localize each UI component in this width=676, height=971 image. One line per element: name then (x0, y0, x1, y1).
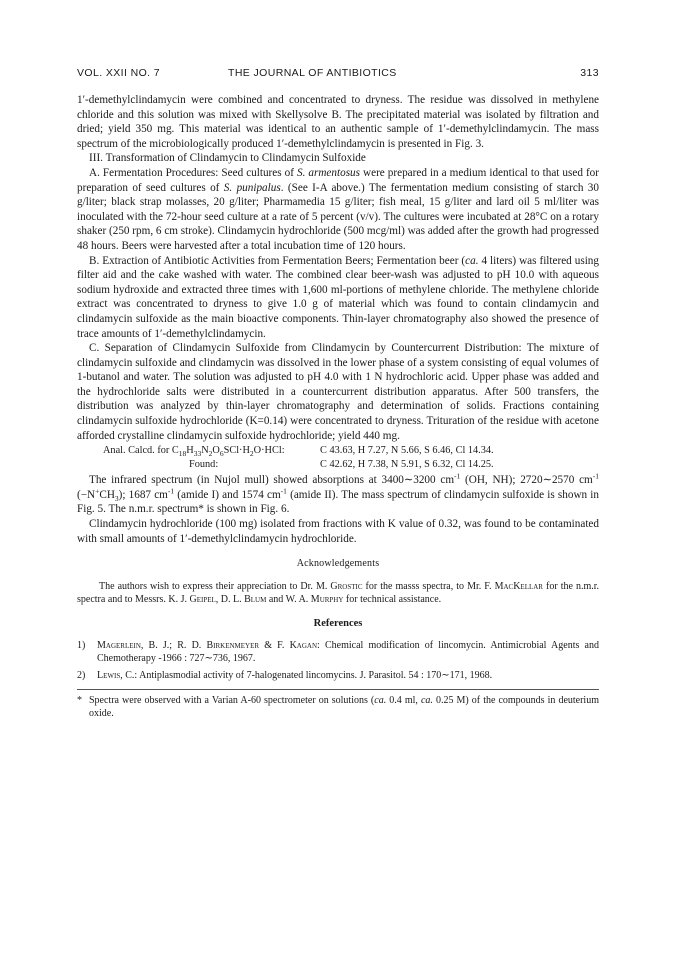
text-run: . (See I-A above.) The fermentation medium consisting of starch 30 g/liter; black strap molasses, 20 g/liter; Pharmamedia 15 g/liter; fish meal, 15 g/liter and lard oil 5 ml/liter was inoculated with the 72-hour seed culture at a rate of 5 percent (v/v). The cultures were incubated at 28°C on a rotary shaker (250 rpm, 6 cm stroke). Clindamycin hydrochloride (500 mcg/ml) was added after the growth had progressed 48 hours. Beers were harvested after a total incubation time of 120 hours. (77, 181, 599, 252)
acknowledgements-text: The authors wish to express their appreciation to Dr. M. Grostic for the masss spectra, to Mr. F. MacKellar for the n.m.r. spectra and to Messrs. K. J. Geipel, D. L. Blum and W. A. Murphy for technical assistance. (77, 580, 600, 606)
paragraph-fermentation (77, 166, 599, 254)
found-label: Found: (189, 458, 219, 470)
paragraph-demethyl: 1′-demethylclindamycin were combined and concentrated to dryness. The residue was dissolved in methylene chloride and this solution was mixed with Skellysolve B. The precipitated material was isolated by filtration and dried; yield 350 mg. This material was identical to an authentic sample of 1′-demethylclindamycin. The mass spectrum of the microbiologically produced 1′-demethylclindamycin is presented in Fig. 3. (77, 94, 599, 150)
reference-item (77, 639, 599, 666)
calcd-values: C 43.63, H 7.27, N 5.66, S 6.46, Cl 14.34. (320, 445, 494, 457)
paragraph-infrared: The infrared spectrum (in Nujol mull) showed absorptions at 3400∼3200 $cm^{-1}$ (OH, NH); 2720∼2570 $cm^{-1}$ $(-N^+CH_3)$; 1687 $cm^{-1}$ (amide I) and 1574 $cm^{-1}$ (amide II). The mass spectrum of clindamycin sulfoxide is shown in Fig. 5. The n.m.r. spectrum* is shown in Fig. 6. (77, 471, 599, 516)
acknowledgements-heading: Acknowledgements (296, 558, 380, 570)
reference-number: 2) (77, 669, 86, 681)
reference-text: Magerlein, B. J.; R. D. Birkenmeyer & F. Kagan: Chemical modification of lincomycin. Antimicrobial Agents and Chemotherapy -1966 : 727∼736, 1967. (97, 640, 599, 665)
section-heading-iii: III. Transformation of Clindamycin to Clindamycin Sulfoxide (89, 152, 366, 165)
organism-name: S. punipalus (223, 181, 281, 194)
reference-number: 1) (77, 640, 86, 651)
running-header (77, 67, 599, 81)
text-run: A. Fermentation Procedures: Seed cultures of (89, 166, 297, 179)
article-body (77, 93, 599, 720)
abbrev-ca: ca. (465, 254, 479, 267)
volume-label: VOL. XXII NO. 7 (77, 67, 161, 79)
footnote-text: Spectra were observed with a Varian A-60 spectrometer on solutions (ca. 0.4 ml, ca. 0.25 M) of the compounds in deuterium oxide. (89, 694, 599, 720)
elemental-analysis (77, 444, 599, 471)
text-run: were prepared in a medium identical to that used for preparation of seed cultures of (77, 166, 600, 194)
paragraph-contamination: Clindamycin hydrochloride (100 mg) isolated from fractions with K value of 0.32, was found to be contaminated with small amounts of 1′-demethylclindamycin hydrochloride. (77, 518, 599, 545)
paragraph-extraction (77, 254, 599, 342)
reference-text: Lewis, C.: Antiplasmodial activity of 7-halogenated lincomycins. J. Parasitol. 54 : 170∼171, 1968. (97, 669, 493, 681)
footnote-mark: * (77, 694, 82, 706)
organism-name: S. armentosus (296, 166, 360, 179)
text-run: B. Extraction of Antibiotic Activities from Fermentation Beers; Fermentation beer ( (89, 254, 466, 267)
reference-item (77, 669, 599, 682)
page-number: 313 (580, 67, 599, 79)
references-heading: References (313, 618, 363, 630)
paragraph-separation: C. Separation of Clindamycin Sulfoxide from Clindamycin by Countercurrent Distribution: The mixture of clindamycin sulfoxide and clindamycin was dissolved in the lower phase of a system consisting of equal volumes of 1-butanol and water. The solution was adjusted to pH 4.0 with 1 N hydrochloric acid. Upper phase was added and the hydrochloride salts were distributed in a countercurrent distribution apparatus. After 500 transfers, the distribution was analyzed by thin-layer chromatography and determination of solids. Fractions containing clindamycin sulfoxide hydrochloride (K=0.14) were concentrated to dryness. Trituration of the residue with acetone afforded crystalline clindamycin sulfoxide hydrochloride; yield 440 mg. (77, 342, 599, 442)
found-values: C 42.62, H 7.38, N 5.91, S 6.32, Cl 14.25. (320, 458, 494, 470)
text-run: 4 liters) was filtered using filter aid and the cake washed with water. The combined clear beer-wash was adjusted to pH 10.0 with aqueous sodium hydroxide and extracted three times with 1,600 ml-portions of methylene chloride. The methylene chloride extract was concentrated to dryness to give 1.0 g of material which was found to contain clindamycin and clindamycin sulfoxide as the main bioactive components. Thin-layer chromatography also showed the presence of trace amounts of 1′-demethylclindamycin. (77, 254, 599, 340)
footnote (77, 694, 599, 721)
footnote-divider (77, 689, 599, 690)
journal-title: THE JOURNAL OF ANTIBIOTICS (228, 67, 397, 79)
calcd-label: Anal. Calcd. for $C_{18}H_{33}N_2O_6SCl\cdot H_2O\cdot HCl$: (103, 445, 285, 459)
